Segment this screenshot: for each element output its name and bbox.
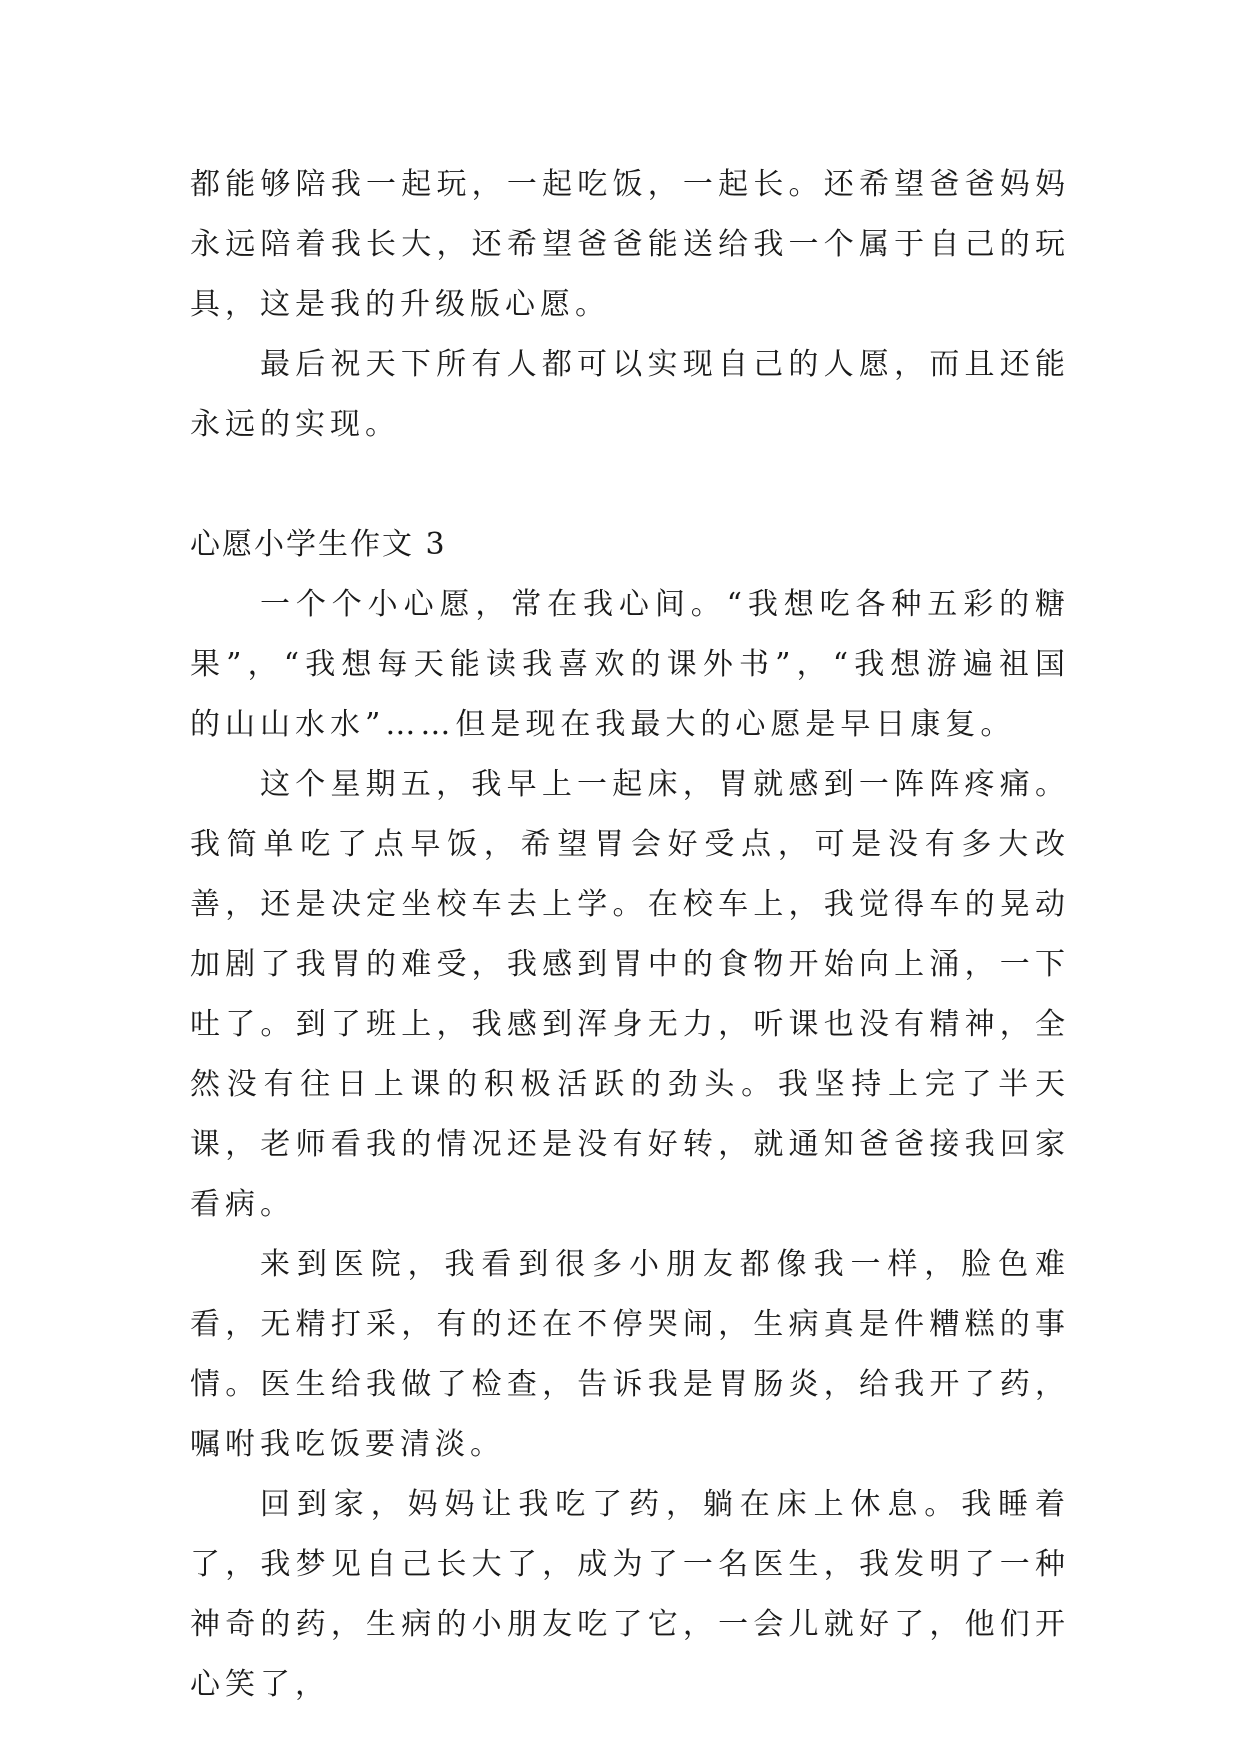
paragraph-5: 来到医院，我看到很多小朋友都像我一样，脸色难看，无精打采，有的还在不停哭闹，生病真是件糟糕的事情。医生给我做了检查，告诉我是胃肠炎，给我开了药，嘱咐我吃饭要清淡。: [190, 1247, 1070, 1462]
document-body: [190, 155, 1070, 1715]
paragraph-1: 都能够陪我一起玩，一起吃饭，一起长。还希望爸爸妈妈永远陪着我长大，还希望爸爸能送给我一个属于自己的玩具，这是我的升级版心愿。: [190, 167, 1070, 322]
section-title: 心愿小学生作文 3: [190, 527, 447, 562]
paragraph-4: 这个星期五，我早上一起床，胃就感到一阵阵疼痛。我简单吃了点早饭，希望胃会好受点，可是没有多大改善，还是决定坐校车去上学。在校车上，我觉得车的晃动加剧了我胃的难受，我感到胃中的食物开始向上涌，一下吐了。到了班上，我感到浑身无力，听课也没有精神，全然没有往日上课的积极活跃的劲头。我坚持上完了半天课，老师看我的情况还是没有好转，就通知爸爸接我回家看病。: [190, 767, 1070, 1222]
paragraph-2: 最后祝天下所有人都可以实现自己的人愿，而且还能永远的实现。: [190, 347, 1070, 442]
paragraph-3: 一个个小心愿，常在我心间。“我想吃各种五彩的糖果”，“我想每天能读我喜欢的课外书”，“我想游遍祖国的山山水水”……但是现在我最大的心愿是早日康复。: [190, 587, 1070, 742]
paragraph-6: 回到家，妈妈让我吃了药，躺在床上休息。我睡着了，我梦见自己长大了，成为了一名医生，我发明了一种神奇的药，生病的小朋友吃了它，一会儿就好了，他们开心笑了，: [190, 1487, 1070, 1702]
